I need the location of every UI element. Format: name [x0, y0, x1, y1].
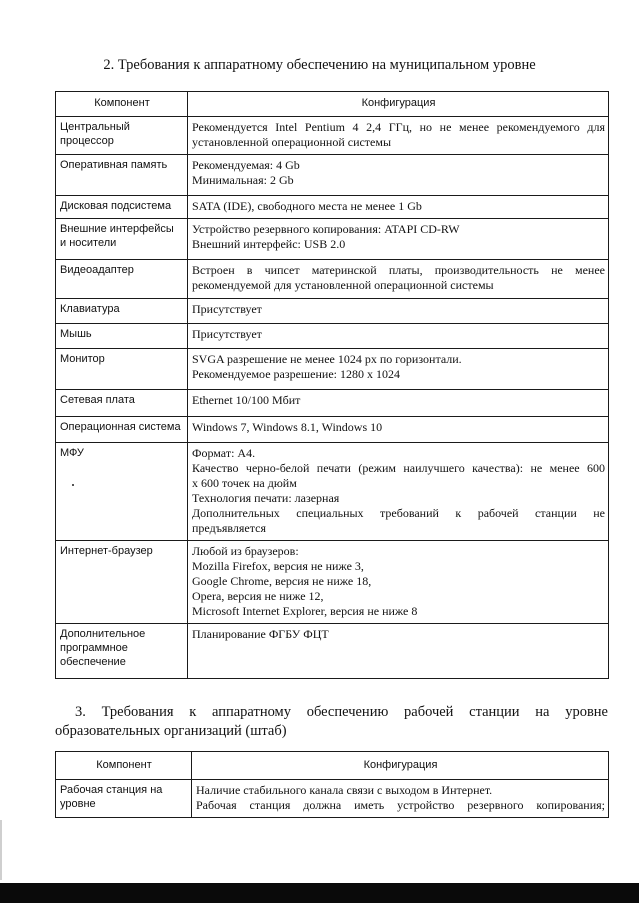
configuration-cell: [188, 219, 609, 260]
scan-bottom-bar: [0, 883, 639, 903]
configuration-cell: [188, 299, 609, 324]
table-row: [56, 196, 609, 219]
component-text: программное: [60, 642, 128, 654]
configuration-cell: [188, 155, 609, 196]
configuration-text: Любой из браузеров:: [192, 544, 299, 558]
header-configuration: Конфигурация: [192, 752, 609, 780]
configuration-text: Встроен в чипсет материнской платы, производительность не менее: [192, 263, 605, 277]
header-component: Компонент: [56, 752, 192, 780]
table-row: [56, 219, 609, 260]
configuration-cell: [192, 780, 609, 818]
configuration-text: Технология печати: лазерная: [192, 491, 340, 505]
component-text: уровне: [60, 798, 96, 810]
component-cell: [56, 349, 188, 390]
component-text: Видеоадаптер: [60, 264, 134, 276]
component-text: Операционная система: [60, 421, 181, 433]
component-text: Оперативная память: [60, 159, 168, 171]
table-row: [56, 417, 609, 443]
component-text: Центральный: [60, 121, 130, 133]
component-text: Дисковая подсистема: [60, 200, 172, 212]
component-text: Монитор: [60, 353, 105, 365]
component-cell: [56, 196, 188, 219]
configuration-text: Windows 7, Windows 8.1, Windows 10: [192, 420, 383, 434]
header-component: Компонент: [56, 92, 188, 117]
component-cell: [56, 541, 188, 624]
municipal-hardware-table: [55, 91, 609, 679]
configuration-text: x 600 точек на дюйм: [192, 476, 297, 490]
scan-edge-mark: [0, 820, 2, 880]
table-row: [56, 443, 609, 541]
configuration-text: Присутствует: [192, 302, 262, 316]
configuration-cell: [188, 541, 609, 624]
configuration-text: Mozilla Firefox, версия не ниже 3,: [192, 559, 364, 573]
configuration-cell: [188, 624, 609, 679]
component-text: Клавиатура: [60, 303, 120, 315]
configuration-text: SATA (IDE), свободного места не менее 1 Gb: [192, 199, 422, 213]
configuration-cell: [188, 117, 609, 155]
configuration-text: Формат: А4.: [192, 446, 256, 460]
configuration-text: Рекомендуемая: 4 Gb: [192, 158, 300, 172]
configuration-text: Ethernet 10/100 Мбит: [192, 393, 301, 407]
configuration-cell: [188, 443, 609, 541]
configuration-text: Рекомендуется Intel Pentium 4 2,4 ГГц, но не менее рекомендуемого для: [192, 120, 605, 134]
component-text: Внешние интерфейсы: [60, 223, 174, 235]
component-cell: [56, 219, 188, 260]
configuration-text: Рабочая станция должна иметь устройство резервного копирования;: [196, 798, 605, 812]
table-row: [56, 349, 609, 390]
configuration-text: Opera, версия не ниже 12,: [192, 589, 324, 603]
component-text: МФУ: [60, 447, 84, 459]
component-text: Мышь: [60, 328, 92, 340]
configuration-cell: [188, 196, 609, 219]
configuration-text: Google Chrome, версия не ниже 18,: [192, 574, 372, 588]
header-configuration: Конфигурация: [188, 92, 609, 117]
component-cell: [56, 324, 188, 349]
configuration-text: предъявляется: [192, 521, 266, 535]
component-cell: [56, 390, 188, 417]
component-cell: [56, 155, 188, 196]
scan-dot: [72, 484, 74, 486]
component-cell: [56, 780, 192, 818]
component-cell: [56, 624, 188, 679]
configuration-text: Минимальная: 2 Gb: [192, 173, 294, 187]
component-cell: [56, 443, 188, 541]
configuration-text: Рекомендуемое разрешение: 1280 x 1024: [192, 367, 400, 381]
configuration-cell: [188, 324, 609, 349]
table-header-row: [56, 92, 609, 117]
configuration-text: Планирование ФГБУ ФЦТ: [192, 627, 329, 641]
component-cell: [56, 117, 188, 155]
configuration-text: Microsoft Internet Explorer, версия не ниже 8: [192, 604, 418, 618]
table-row: [56, 299, 609, 324]
configuration-cell: [188, 417, 609, 443]
component-text: Дополнительное: [60, 628, 146, 640]
configuration-text: установленной операционной системы: [192, 135, 392, 149]
table-row: [56, 541, 609, 624]
table-row: [56, 780, 609, 818]
configuration-text: Наличие стабильного канала связи с выходом в Интернет.: [196, 783, 493, 797]
component-text: обеспечение: [60, 656, 126, 668]
configuration-text: рекомендуемой для установленной операционной системы: [192, 278, 494, 292]
component-cell: [56, 260, 188, 299]
section-3-title-line1: 3. Требования к аппаратному обеспечению рабочей станции на уровне: [75, 704, 608, 720]
table-row: [56, 260, 609, 299]
configuration-text: Присутствует: [192, 327, 262, 341]
configuration-text: Устройство резервного копирования: ATAPI CD-RW: [192, 222, 460, 236]
configuration-cell: [188, 390, 609, 417]
component-text: и носители: [60, 237, 117, 249]
component-text: Рабочая станция на: [60, 784, 163, 796]
configuration-text: Внешний интерфейс: USB 2.0: [192, 237, 346, 251]
component-text: Интернет-браузер: [60, 545, 153, 557]
component-text: процессор: [60, 135, 114, 147]
configuration-text: Дополнительных специальных требований к рабочей станции не: [192, 506, 605, 520]
component-text: Сетевая плата: [60, 394, 135, 406]
section-3-title-line2: образовательных организаций (штаб): [55, 723, 287, 739]
table-row: [56, 155, 609, 196]
section-2-title: 2. Требования к аппаратному обеспечению на муниципальном уровне: [103, 57, 536, 73]
configuration-cell: [188, 349, 609, 390]
table-row: [56, 117, 609, 155]
component-cell: [56, 417, 188, 443]
configuration-text: Качество черно-белой печати (режим наилучшего качества): не менее 600: [192, 461, 605, 475]
component-cell: [56, 299, 188, 324]
workstation-hardware-table: [55, 751, 609, 818]
configuration-text: SVGA разрешение не менее 1024 px по горизонтали.: [192, 352, 462, 366]
table-row: [56, 624, 609, 679]
table-header-row: [56, 752, 609, 780]
configuration-cell: [188, 260, 609, 299]
table-row: [56, 324, 609, 349]
table-row: [56, 390, 609, 417]
